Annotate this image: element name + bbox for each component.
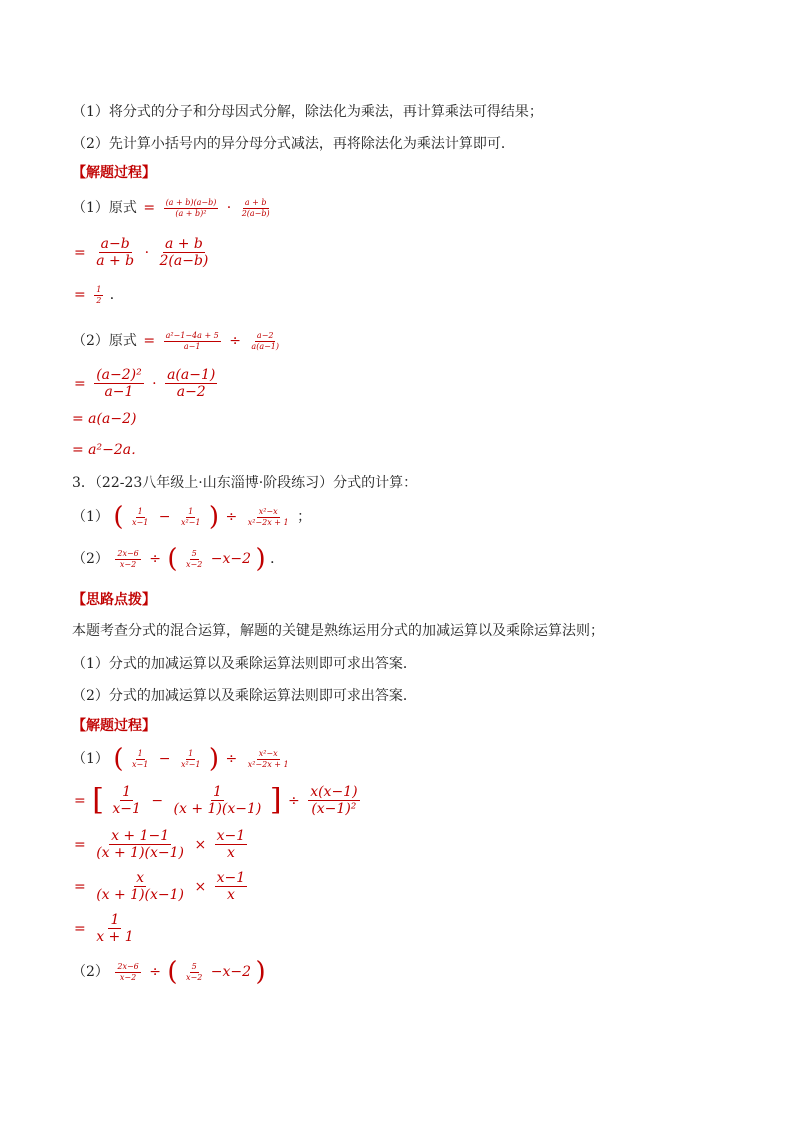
- denominator: x²−2x + 1: [247, 759, 289, 769]
- minus-sign: −: [151, 792, 164, 809]
- hint-line: （2）分式的加减运算以及乘除运算法则即可求出答案．: [72, 688, 417, 704]
- fraction: [246, 507, 291, 526]
- equals-sign: =: [74, 375, 86, 392]
- fraction: [94, 912, 135, 945]
- numerator: x(x−1): [310, 784, 358, 800]
- numerator: 1: [213, 784, 222, 800]
- solution-line: [72, 331, 283, 351]
- denominator: a−2: [176, 384, 206, 401]
- fraction: [172, 784, 264, 817]
- denominator: x + 1: [96, 929, 134, 946]
- numerator: x + 1−1: [111, 828, 170, 844]
- denominator: a−1: [183, 341, 201, 351]
- numerator: (a + b)(a−b): [165, 198, 217, 208]
- denominator: a + b: [96, 253, 135, 270]
- equals-sign: =: [143, 333, 156, 349]
- dot-operator: ·: [152, 375, 157, 392]
- divide-sign: ÷: [225, 751, 238, 767]
- solution-line: = a²−2a．: [72, 442, 146, 458]
- left-paren: (: [167, 544, 178, 574]
- part-label: （2）原式: [72, 333, 137, 349]
- denominator: x−2: [119, 559, 137, 569]
- numerator: 5: [191, 962, 197, 972]
- solution-heading: 【解题过程】: [72, 718, 156, 734]
- denominator: x−2: [186, 559, 203, 569]
- right-paren: ): [255, 544, 266, 574]
- divide-sign: ÷: [229, 333, 241, 349]
- numerator: 1: [137, 749, 143, 759]
- numerator: (a−2)²: [96, 367, 142, 383]
- solution-line: [72, 957, 266, 987]
- semicolon: ；: [297, 509, 312, 525]
- fraction: [115, 962, 140, 981]
- denominator: a(a−1): [251, 341, 279, 351]
- part-label: （1）: [72, 751, 109, 767]
- fraction: [249, 331, 281, 350]
- denominator: 2(a−b): [159, 253, 209, 270]
- denominator: x: [226, 887, 235, 904]
- solution-line: = a(a−2): [72, 411, 137, 427]
- solution-line: [72, 912, 138, 945]
- minus-sign: −: [158, 751, 171, 767]
- fraction: [158, 236, 211, 269]
- numerator: 1: [110, 912, 120, 928]
- part-label: （2）: [72, 964, 109, 980]
- right-paren: ): [208, 744, 220, 774]
- fraction: [94, 367, 144, 400]
- expression-tail: −x−2: [210, 964, 252, 980]
- denominator: x−2: [186, 972, 203, 982]
- numerator: 1: [188, 507, 194, 517]
- fraction: [308, 784, 359, 817]
- numerator: a−b: [100, 236, 130, 252]
- fraction: [94, 236, 136, 269]
- fraction: [184, 549, 204, 568]
- hint-heading: 【思路点拨】: [72, 592, 156, 608]
- fraction: [215, 870, 248, 903]
- numerator: a²−1−4a + 5: [165, 331, 219, 341]
- numerator: 2x−6: [117, 549, 139, 559]
- solution-line: [72, 744, 293, 774]
- equals-sign: =: [74, 920, 86, 937]
- fraction: [164, 198, 219, 217]
- solution-line: [72, 870, 249, 903]
- left-paren: (: [113, 502, 124, 532]
- denominator: (x + 1)(x−1): [96, 845, 185, 862]
- solution-line: [72, 236, 212, 269]
- left-bracket: [: [92, 782, 104, 818]
- analysis-item-2: （2）先计算小括号内的异分母分式减法，再将除法化为乘法计算即可．: [72, 136, 515, 152]
- expression-tail: −x−2: [210, 551, 252, 567]
- dot-operator: ·: [144, 244, 150, 261]
- fraction: [246, 749, 291, 768]
- numerator: 5: [191, 549, 197, 559]
- denominator: x−1: [131, 517, 149, 527]
- fraction: [240, 198, 272, 217]
- denominator: x²−1: [180, 517, 201, 527]
- solution-line: [72, 367, 219, 400]
- fraction: [164, 331, 221, 350]
- equals-sign: =: [74, 836, 86, 853]
- denominator: 2: [96, 295, 102, 305]
- period: ．: [109, 287, 124, 303]
- denominator: (x + 1)(x−1): [96, 887, 185, 904]
- equals-sign: =: [74, 244, 86, 261]
- equals-sign: =: [74, 878, 86, 895]
- denominator: (a + b)²: [175, 208, 207, 218]
- numerator: a−2: [256, 331, 274, 341]
- equals-sign: =: [74, 792, 86, 809]
- numerator: x−1: [216, 870, 246, 886]
- numerator: a + b: [244, 198, 267, 208]
- part-label: （2）: [72, 551, 109, 567]
- question-title: 3．（22-23八年级上·山东淄博·阶段练习）分式的计算：: [72, 475, 418, 491]
- fraction: [179, 507, 203, 526]
- denominator: x: [226, 845, 235, 862]
- hint-line: 本题考查分式的混合运算，解题的关键是熟练运用分式的加减运算以及乘除运算法则；: [72, 623, 604, 639]
- denominator: (x−1)²: [311, 801, 357, 818]
- numerator: 1: [122, 784, 132, 800]
- period: ．: [270, 551, 285, 567]
- numerator: 1: [96, 285, 102, 295]
- fraction: [165, 367, 217, 400]
- denominator: x²−2x + 1: [247, 517, 289, 527]
- solution-line: [72, 784, 362, 817]
- times-sign: ×: [194, 836, 207, 853]
- denominator: a−1: [104, 384, 134, 401]
- minus-sign: −: [158, 509, 171, 525]
- divide-sign: ÷: [149, 551, 161, 567]
- numerator: 2x−6: [117, 962, 139, 972]
- dot-operator: ·: [226, 200, 232, 216]
- fraction: [130, 749, 150, 768]
- numerator: a + b: [164, 236, 203, 252]
- equals-sign: =: [74, 287, 86, 303]
- right-paren: ): [208, 502, 220, 532]
- right-paren: ): [255, 957, 266, 987]
- times-sign: ×: [194, 878, 207, 895]
- analysis-item-1: （1）将分式的分子和分母因式分解，除法化为乘法，再计算乘法可得结果；: [72, 104, 543, 120]
- divide-sign: ÷: [288, 792, 300, 809]
- denominator: 2(a−b): [241, 208, 270, 218]
- numerator: x²−x: [258, 749, 278, 759]
- fraction: [115, 549, 140, 568]
- denominator: x²−1: [180, 759, 201, 769]
- question-part: [72, 544, 285, 574]
- equals-sign: =: [143, 200, 156, 216]
- part-label: （1）: [72, 509, 109, 525]
- fraction: [94, 285, 103, 304]
- right-bracket: ]: [269, 782, 282, 818]
- solution-line: [72, 198, 274, 218]
- question-part: [72, 502, 312, 532]
- divide-sign: ÷: [225, 509, 238, 525]
- left-paren: (: [113, 744, 124, 774]
- fraction: [215, 828, 248, 861]
- fraction: [94, 870, 186, 903]
- fraction: [110, 784, 143, 817]
- left-paren: (: [167, 957, 178, 987]
- denominator: x−1: [112, 801, 141, 818]
- numerator: x: [136, 870, 145, 886]
- solution-line: [72, 828, 249, 861]
- numerator: x²−x: [258, 507, 278, 517]
- solution-heading: 【解题过程】: [72, 165, 156, 181]
- solution-line: [72, 285, 124, 305]
- hint-line: （1）分式的加减运算以及乘除运算法则即可求出答案．: [72, 656, 417, 672]
- fraction: [179, 749, 203, 768]
- fraction: [184, 962, 204, 981]
- denominator: x−2: [119, 972, 137, 982]
- numerator: a(a−1): [167, 367, 216, 383]
- fraction: [130, 507, 150, 526]
- denominator: x−1: [131, 759, 149, 769]
- part-label: （1）原式: [72, 200, 137, 216]
- numerator: 1: [137, 507, 143, 517]
- divide-sign: ÷: [149, 964, 161, 980]
- denominator: (x + 1)(x−1): [173, 801, 262, 818]
- fraction: [94, 828, 186, 861]
- numerator: x−1: [216, 828, 246, 844]
- numerator: 1: [188, 749, 194, 759]
